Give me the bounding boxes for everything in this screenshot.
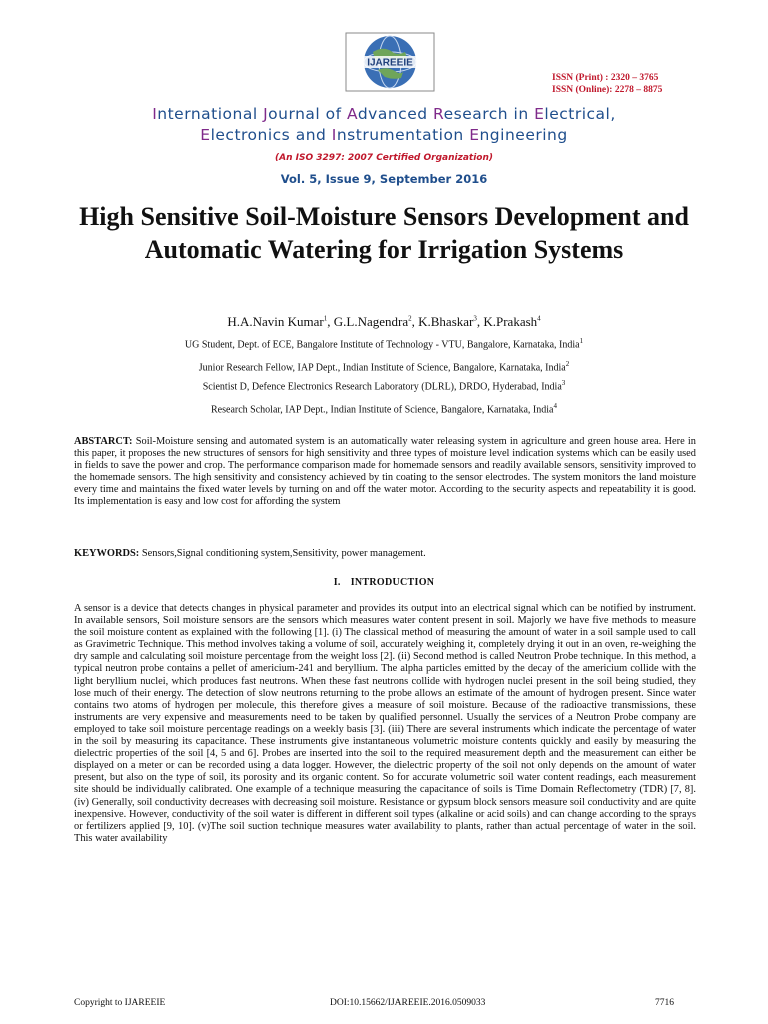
word: Journal of: [263, 105, 347, 123]
journal-name-line-1: [0, 104, 768, 125]
issn-block: [552, 72, 662, 96]
author: H.A.Navin Kumar$^1$,: [227, 314, 334, 329]
keywords-label: KEYWORDS:: [74, 548, 140, 559]
volume-issue: Vol. 5, Issue 9, September 2016: [280, 172, 488, 186]
journal-name: [0, 104, 768, 146]
abstract: [74, 436, 696, 508]
paper-title: High Sensitive Soil-Moisture Sensors Development and Automatic Watering for Irrigation Systems: [79, 202, 689, 264]
author: G.L.Nagendra$^2$,: [333, 314, 419, 329]
affiliation: UG Student, Dept. of ECE, Bangalore Institute of Technology - VTU, Bangalore, Karnataka, India$^1$: [184, 337, 584, 351]
abstract-text: Soil-Moisture sensing and automated system is an automatically water releasing system in agriculture and green house area. Here in this paper, it proposes the new structures of sensors for high sensitivity and three types of moisture level indication systems which can be easily used in fields to save the power and crop. The performance comparison made for homemade sensors and readily available sensors, sensitivity improved to the homemade sensors. The high sensitivity and consistency achieved by tin coating to the sensor electrodes. The system monitors the land moisture every time and maintains the fixed water levels by turning on and off the water motor. According to the security aspects and repeatability it is good. Its implementation is easy and low cost for affording the system: [74, 436, 696, 507]
affiliation: Junior Research Fellow, IAP Dept., Indian Institute of Science, Bangalore, Karnataka, India$^2$: [198, 360, 570, 374]
word: Engineering: [469, 126, 568, 144]
issn-online: ISSN (Online): 2278 – 8875: [552, 85, 663, 95]
footer-doi: DOI:10.15662/IJAREEIE.2016.0509033: [330, 998, 486, 1008]
word: Advanced: [347, 105, 434, 123]
section-title: INTRODUCTION: [350, 577, 435, 588]
journal-name-line-2: [0, 125, 768, 146]
section-heading: [0, 577, 768, 588]
word: Research in: [433, 105, 535, 123]
word: Electronics and: [200, 126, 332, 144]
word: Instrumentation: [331, 126, 470, 144]
svg-text:IJAREEIE: IJAREEIE: [367, 57, 413, 69]
footer-copyright: Copyright to IJAREEIE: [74, 998, 166, 1008]
journal-logo: [345, 32, 435, 92]
affiliation: Scientist D, Defence Electronics Research Laboratory (DLRL), DRDO, Hyderabad, India$^3$: [202, 379, 566, 393]
author-list: [0, 314, 768, 330]
author: K.Bhaskar$^3$,: [418, 314, 484, 329]
section-number: I.: [333, 577, 341, 588]
affiliation: Research Scholar, IAP Dept., Indian Institute of Science, Bangalore, Karnataka, India$^4$: [211, 402, 557, 416]
certification-line: (An ISO 3297: 2007 Certified Organization): [275, 153, 493, 163]
author: K.Prakash$^4$: [483, 314, 541, 329]
globe-logo-icon: [345, 32, 435, 92]
footer-page-number: 7716: [655, 998, 674, 1008]
body-text: A sensor is a device that detects changes in physical parameter and provides its output into an electrical signal which can be notified by instrument. In available sensors, Soil moisture sensors are the sensors which measures water content present in soil. Majorly we have five methods to measure the soil moisture content as explained with the following [1]. (i) The classical method of measuring the amount of water in a soil sample used to call as Gravimetric Technique. This method involves taking a volume of soil, accurately weighing it, completely drying it out in an oven, re-weighing the dry sample and calculating soil moisture percentage from the weight loss [2]. (ii) Second method is called Neutron Probe technique. In this method, a typical neutron probe contains a pellet of americium-241 and beryllium. The alpha particles emitted by the decay of the americium collide with the light beryllium nuclei, which produces fast neutrons. When these fast neutrons collide with hydrogen nuclei present in the soil being studied, they lose much of their energy. The detection of slow neutrons returning to the probe allows an estimate of the amount of hydrogen present. Since water contains two atoms of hydrogen per molecule, this therefore gives a measure of soil moisture. Because of the radioactive transmissions, these instruments are very expensive and measurements need to be taken by qualified personnel. Usually the services of a Neutron Probe company are employed to take soil moisture percentage readings on a weekly basis [3]. (iii) There are several instruments which indicate the percentage of water in the soil by measuring its capacitance. These instruments give instantaneous volumetric moisture contents quickly and easily by measuring the dielectric properties of the soil [4, 5 and 6]. Probes are inserted into the soil to the required measurement depth and the measurement can either be displayed on a meter or can be recorded using a data logger. However, the dielectric property of the soil not only depends on the amount of water present, but also on the type of soil, its porosity and its organic content. So for accurate volumetric soil water content readings, each measurement site should be individually calibrated. One example of a technique measuring the capacitance of soils is Time Domain Reflectometry (TDR) [7, 8]. (iv) Generally, soil conductivity decreases with decreasing soil moisture. Resistance or gypsum block sensors measure soil conductivity and are quite inexpensive. However, conductivity of the soil water is different in different soil types (alkaline or acid soils) and can change according to the sprays or fertilizers applied [9, 10]. (v)The soil suction technique measures water availability to plants, rather than actual percentage of water in the soil. This water availability: [74, 603, 696, 844]
keywords-text: Sensors,Signal conditioning system,Sensitivity, power management.: [141, 548, 426, 559]
abstract-label: ABSTARCT:: [74, 436, 133, 447]
issn-print: ISSN (Print) : 2320 – 3765: [552, 73, 659, 83]
word: International: [152, 105, 264, 123]
keywords: [74, 548, 696, 559]
word: Electrical,: [534, 105, 616, 123]
